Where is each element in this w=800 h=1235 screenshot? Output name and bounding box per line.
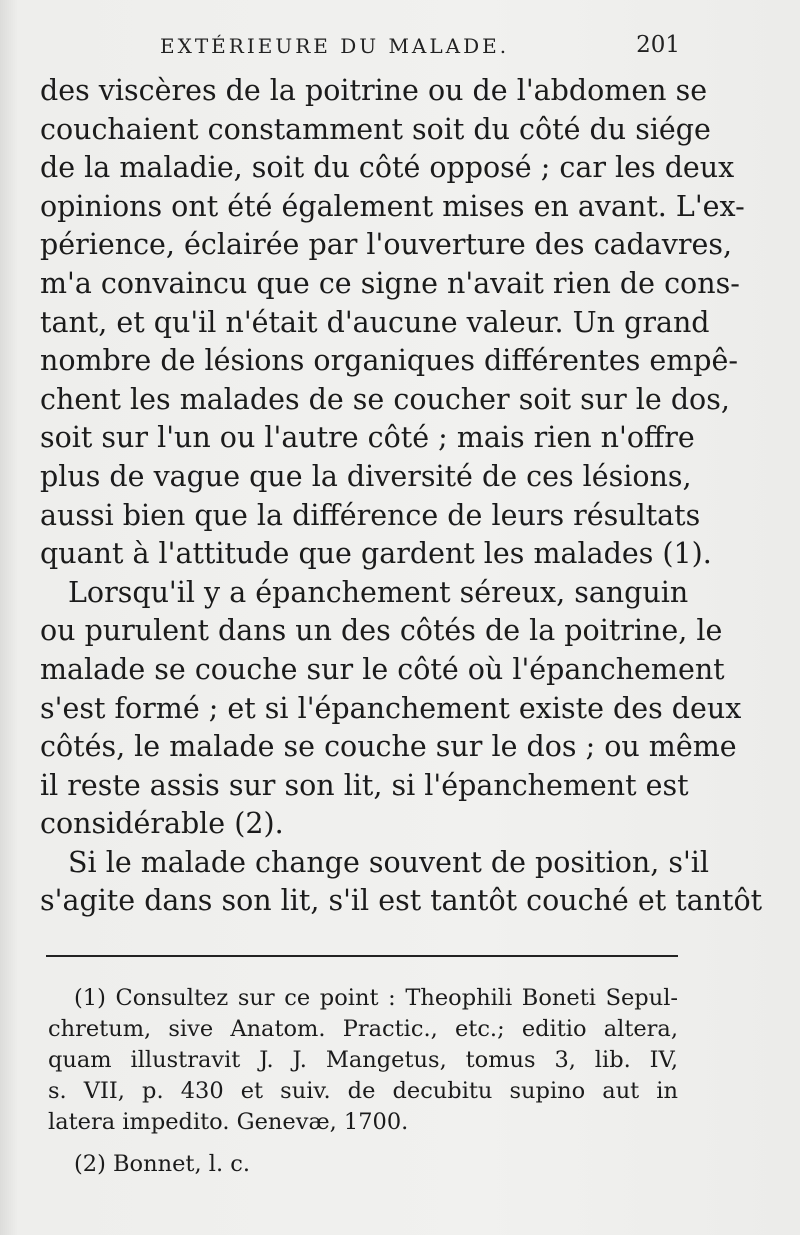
text-line: nombre de lésions organiques différentes empê- bbox=[40, 344, 739, 378]
text-line: de la maladie, soit du côté opposé ; car les deux bbox=[40, 151, 735, 185]
text-line: quant à l'attitude que gardent les malades (1). bbox=[40, 537, 712, 571]
running-head bbox=[160, 34, 680, 68]
text-line: Si le malade change souvent de position, s'il bbox=[68, 845, 710, 879]
footnote-line: (2) Bonnet, l. c. bbox=[74, 1151, 251, 1177]
text-line: s'est formé ; et si l'épanchement existe des deux bbox=[40, 691, 742, 725]
text-line: soit sur l'un ou l'autre côté ; mais rien n'offre bbox=[40, 421, 695, 455]
footnote-line: s. VII, p. 430 et suiv. de decubitu supino aut in bbox=[48, 1078, 678, 1104]
text-line: s'agite dans son lit, s'il est tantôt couché et tantôt bbox=[40, 884, 763, 918]
paragraph-3 bbox=[40, 844, 763, 921]
text-line: tant, et qu'il n'était d'aucune valeur. Un grand bbox=[40, 305, 710, 339]
footnotes bbox=[48, 983, 678, 1180]
paragraph-2 bbox=[40, 574, 742, 844]
text-line: des viscères de la poitrine ou de l'abdomen se bbox=[40, 74, 708, 107]
footnote-line: (1) Consultez sur ce point : Theophili Boneti Sepul- bbox=[74, 985, 678, 1011]
text-line: opinions ont été également mises en avant. L'ex- bbox=[40, 189, 745, 223]
body-text bbox=[40, 72, 763, 921]
footnote-line: chretum, sive Anatom. Practic., etc.; editio altera, bbox=[48, 1016, 678, 1042]
text-line: aussi bien que la différence de leurs résultats bbox=[40, 498, 701, 532]
text-line: chent les malades de se coucher soit sur le dos, bbox=[40, 382, 730, 416]
text-line: Lorsqu'il y a épanchement séreux, sanguin bbox=[68, 575, 689, 609]
footnote-2 bbox=[48, 1149, 678, 1180]
text-line: m'a convaincu que ce signe n'avait rien de cons- bbox=[40, 266, 740, 300]
text-line: il reste assis sur son lit, si l'épanchement est bbox=[40, 768, 689, 802]
text-line: malade se couche sur le côté où l'épanchement bbox=[40, 652, 725, 686]
text-line: considérable (2). bbox=[40, 807, 284, 841]
footnote-line: latera impedito. Genevæ, 1700. bbox=[48, 1109, 409, 1135]
text-line: périence, éclairée par l'ouverture des cadavres, bbox=[40, 228, 733, 262]
text-line: plus de vague que la diversité de ces lésions, bbox=[40, 459, 692, 493]
paragraph-1 bbox=[40, 72, 745, 574]
footnote-1 bbox=[48, 983, 678, 1138]
footnote-line: quam illustravit J. J. Mangetus, tomus 3, lib. IV, bbox=[48, 1047, 678, 1073]
footnote-separator-rule bbox=[46, 955, 678, 957]
text-line: couchaient constamment soit du côté du siége bbox=[40, 112, 711, 146]
text-line: ou purulent dans un des côtés de la poitrine, le bbox=[40, 614, 723, 648]
text-line: côtés, le malade se couche sur le dos ; ou même bbox=[40, 730, 737, 764]
page-number: 201 bbox=[636, 32, 680, 58]
running-head-title: EXTÉRIEURE DU MALADE. bbox=[160, 34, 510, 58]
